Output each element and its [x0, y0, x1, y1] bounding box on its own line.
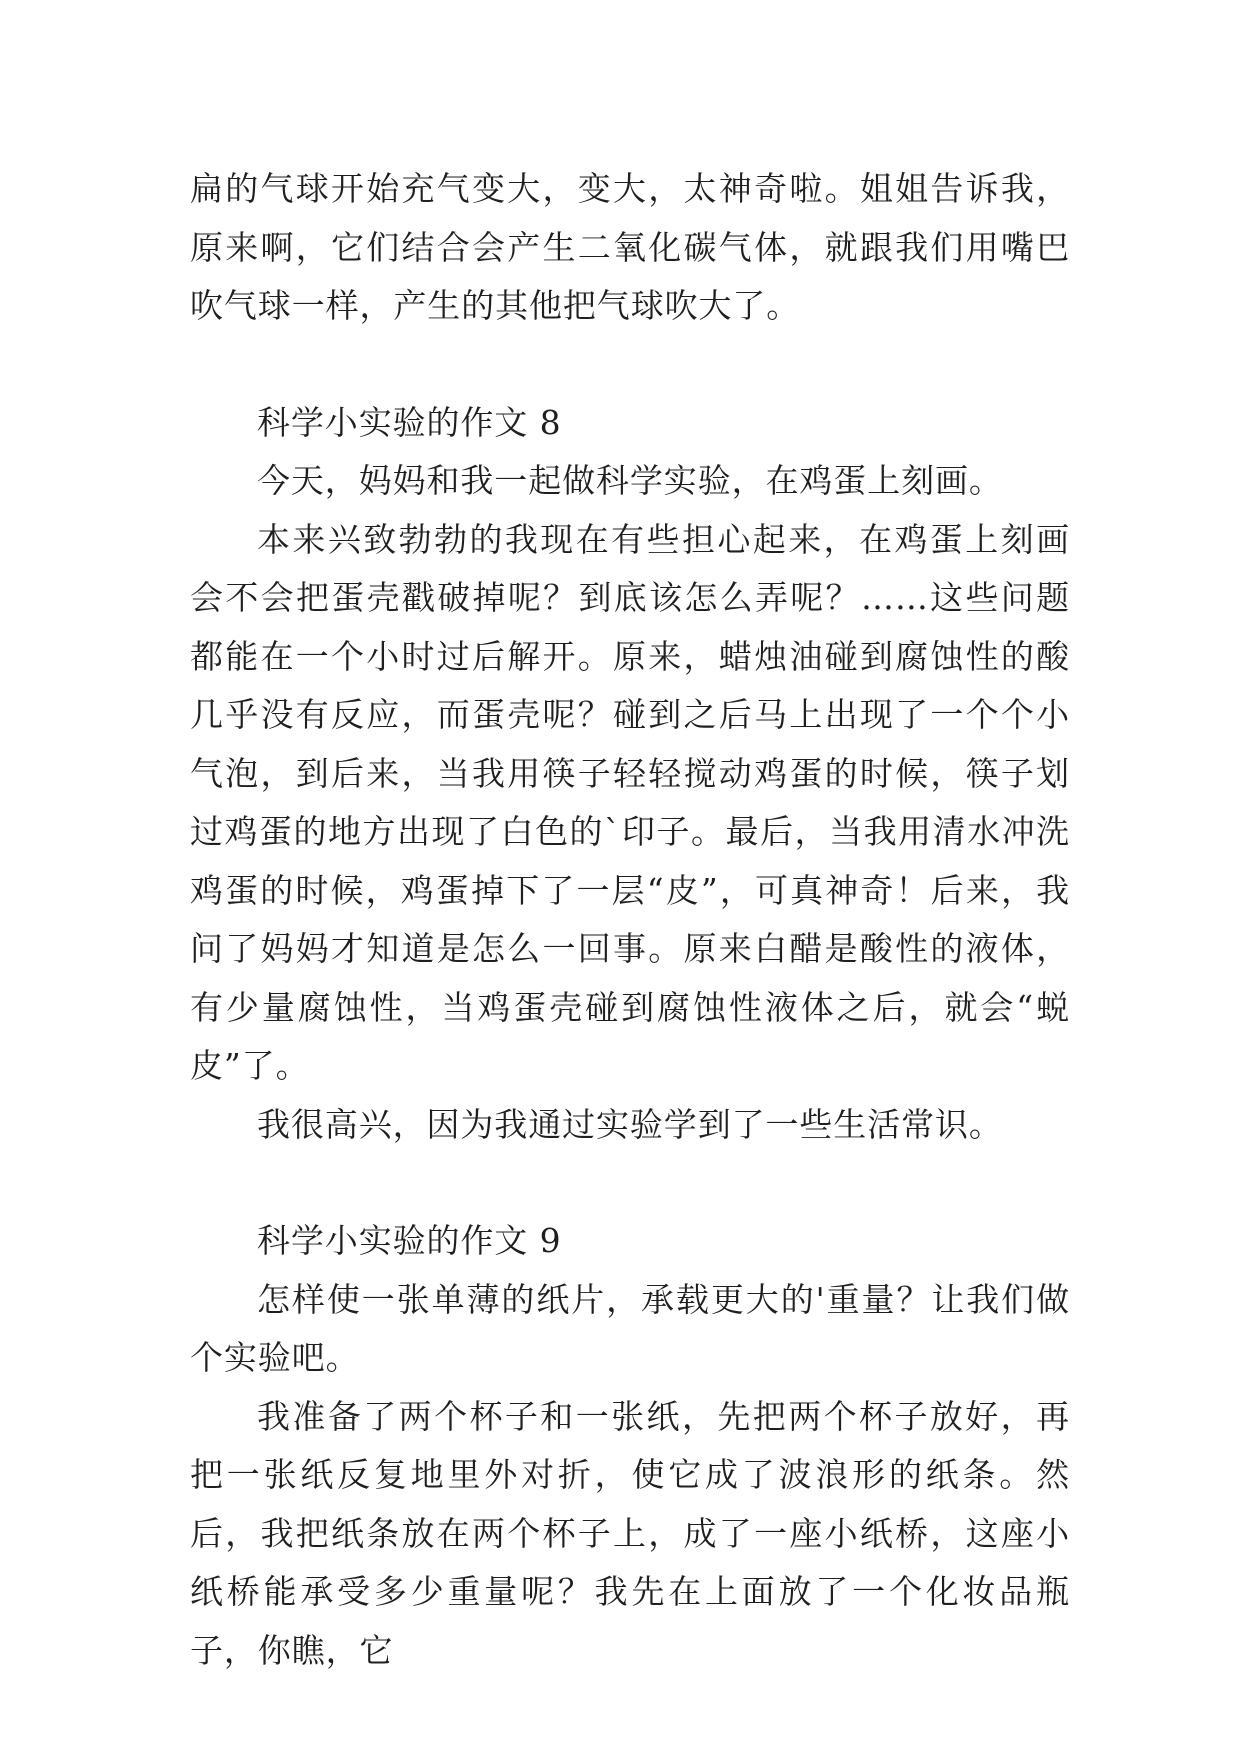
- essay-9-paragraph: 怎样使一张单薄的纸片，承载更大的'重量？让我们做个实验吧。: [190, 1279, 1070, 1377]
- essay-8-paragraph: 今天，妈妈和我一起做科学实验，在鸡蛋上刻画。: [257, 461, 1003, 500]
- essay-8-paragraph: 我很高兴，因为我通过实验学到了一些生活常识。: [257, 1104, 1003, 1144]
- essay-8-title: 科学小实验的作文 8: [257, 402, 562, 442]
- essay-9-paragraph: 我准备了两个杯子和一张纸，先把两个杯子放好，再把一张纸反复地里外对折，使它成了波浪形的纸条。然后，我把纸条放在两个杯子上，成了一座小纸桥，这座小纸桥能承受多少重量呢？我先在上面放了一个化妆品瓶子，你瞧，它: [190, 1396, 1070, 1670]
- document-body: [190, 160, 1070, 1680]
- section-spacer: [190, 336, 1070, 394]
- essay-8-paragraph: 本来兴致勃勃的我现在有些担心起来，在鸡蛋上刻画会不会把蛋壳戳破掉呢？到底该怎么弄呢？……这些问题都能在一个小时过后解开。原来，蜡烛油碰到腐蚀性的酸几乎没有反应，而蛋壳呢？碰到之后马上出现了一个个小气泡，到后来，当我用筷子轻轻搅动鸡蛋的时候，筷子划过鸡蛋的地方出现了白色的`印子。最后，当我用清水冲洗鸡蛋的时候，鸡蛋掉下了一层“皮”，可真神奇！后来，我问了妈妈才知道是怎么一回事。原来白醋是酸性的液体，有少量腐蚀性，当鸡蛋壳碰到腐蚀性液体之后，就会“蜕皮”了。: [190, 519, 1070, 1085]
- essay-9-title: 科学小实验的作文 9: [257, 1221, 562, 1260]
- section-spacer: [190, 1154, 1070, 1212]
- intro-paragraph: 扁的气球开始充气变大，变大，太神奇啦。姐姐告诉我，原来啊，它们结合会产生二氧化碳气体，就跟我们用嘴巴吹气球一样，产生的其他把气球吹大了。: [190, 169, 1070, 325]
